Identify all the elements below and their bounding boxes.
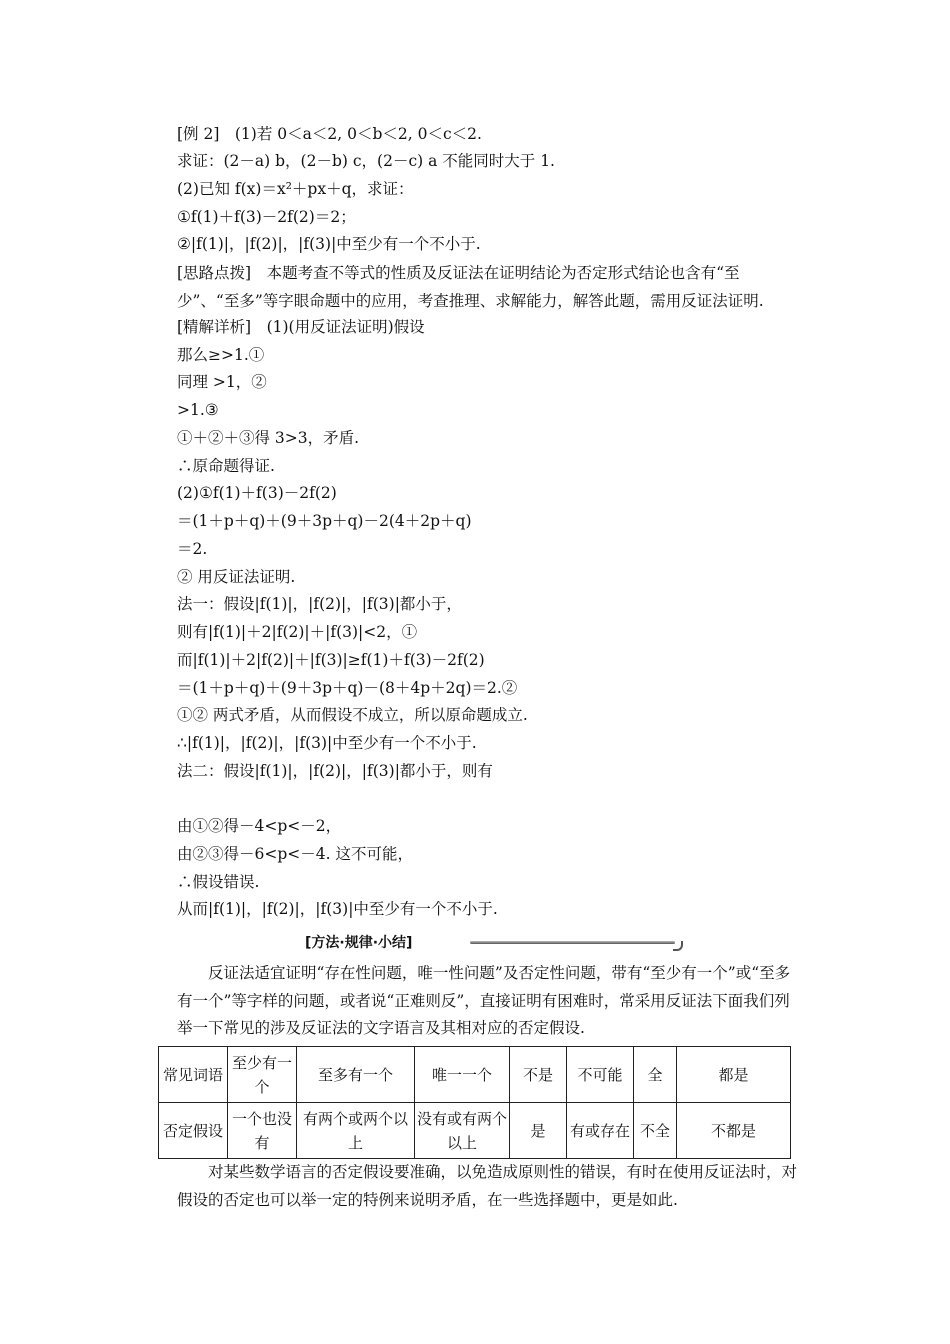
table-cell: 不是 (510, 1047, 567, 1103)
solution-line: [精解详析] (1)(用反证法证明)假设 (177, 318, 425, 336)
solution-line: 则有|f(1)|＋2|f(2)|＋|f(3)|<2，① (177, 623, 418, 641)
table-cell: 全 (634, 1047, 677, 1103)
solution-line: ∴原命题得证. (177, 457, 275, 475)
table-cell: 不可能 (567, 1047, 634, 1103)
solution-line: (2)①f(1)＋f(3)－2f(2) (177, 484, 337, 502)
section-title: [方法·规律·小结] (305, 935, 413, 951)
solution-line: 同理 >1，② (177, 373, 267, 391)
solution-line: 由②③得－6<p<－4. 这不可能， (177, 845, 413, 863)
table-row (159, 1047, 791, 1103)
table-cell: 一个也没有 (228, 1103, 297, 1159)
solution-line: ＝2. (177, 540, 208, 558)
solution-line: 法一：假设|f(1)|，|f(2)|，|f(3)|都小于， (177, 595, 462, 613)
example-proof-statement: 求证：(2－a) b，(2－b) c，(2－c) a 不能同时大于 1. (177, 152, 555, 170)
table-cell: 否定假设 (159, 1103, 228, 1159)
table-cell: 不都是 (677, 1103, 791, 1159)
table-cell: 不全 (634, 1103, 677, 1159)
table-cell: 唯一一个 (415, 1047, 510, 1103)
table-cell: 都是 (677, 1047, 791, 1103)
negation-table (158, 1046, 791, 1159)
section-rule-end (673, 941, 683, 951)
table-cell: 至多有一个 (297, 1047, 415, 1103)
solution-line: 法二：假设|f(1)|，|f(2)|，|f(3)|都小于，则有 (177, 762, 493, 780)
solution-line: ①② 两式矛盾，从而假设不成立，所以原命题成立. (177, 706, 528, 724)
solution-line: ② 用反证法证明. (177, 568, 296, 586)
solution-line: 从而|f(1)|，|f(2)|，|f(3)|中至少有一个不小于. (177, 900, 498, 918)
table-cell: 有两个或两个以上 (297, 1103, 415, 1159)
table-cell: 是 (510, 1103, 567, 1159)
solution-line: ＝(1＋p＋q)＋(9＋3p＋q)－(8＋4p＋2q)＝2.② (177, 679, 518, 697)
solution-line: >1.③ (177, 401, 219, 419)
table-cell: 没有或有两个以上 (415, 1103, 510, 1159)
section-rule (470, 941, 675, 944)
solution-line: ∴|f(1)|，|f(2)|，|f(3)|中至少有一个不小于. (177, 734, 477, 752)
solution-line: ①＋②＋③得 3>3，矛盾. (177, 429, 360, 447)
example-heading: [例 2] (1)若 0＜a＜2, 0＜b＜2, 0＜c＜2. (177, 125, 482, 143)
solution-line: 由①②得－4<p<－2， (177, 817, 342, 835)
example-claim-2: ②|f(1)|，|f(2)|，|f(3)|中至少有一个不小于. (177, 235, 481, 253)
example-part2: (2)已知 f(x)＝x²＋px＋q，求证： (177, 180, 414, 198)
summary-paragraph-1: 反证法适宜证明“存在性问题，唯一性问题”及否定性问题，带有“至少有一个”或“至多有一个”等字样的问题，或者说“正难则反”，直接证明有困难时，常采用反证法下面我们列举一下常见的涉及反证法的文字语言及其相对应的否定假设. (177, 964, 791, 1037)
table-cell: 有或存在 (567, 1103, 634, 1159)
table-cell: 常见词语 (159, 1047, 228, 1103)
solution-line: ＝(1＋p＋q)＋(9＋3p＋q)－2(4＋2p＋q) (177, 512, 472, 530)
summary-paragraph-2: 对某些数学语言的否定假设要准确，以免造成原则性的错误，有时在使用反证法时，对假设的否定也可以举一定的特例来说明矛盾，在一些选择题中，更是如此. (177, 1163, 798, 1209)
hint-paragraph: [思路点拨] 本题考查不等式的性质及反证法在证明结论为否定形式结论也含有“至少”、“至多”等字眼命题中的应用，考查推理、求解能力，解答此题，需用反证法证明. (177, 264, 764, 310)
table-row (159, 1103, 791, 1159)
example-claim-1: ①f(1)＋f(3)－2f(2)＝2； (177, 208, 356, 226)
solution-line: 那么≥>1.① (177, 346, 265, 364)
solution-line: ∴假设错误. (177, 873, 260, 891)
section-header (305, 933, 680, 955)
table-cell: 至少有一个 (228, 1047, 297, 1103)
solution-line: 而|f(1)|＋2|f(2)|＋|f(3)|≥f(1)＋f(3)－2f(2) (177, 651, 485, 669)
